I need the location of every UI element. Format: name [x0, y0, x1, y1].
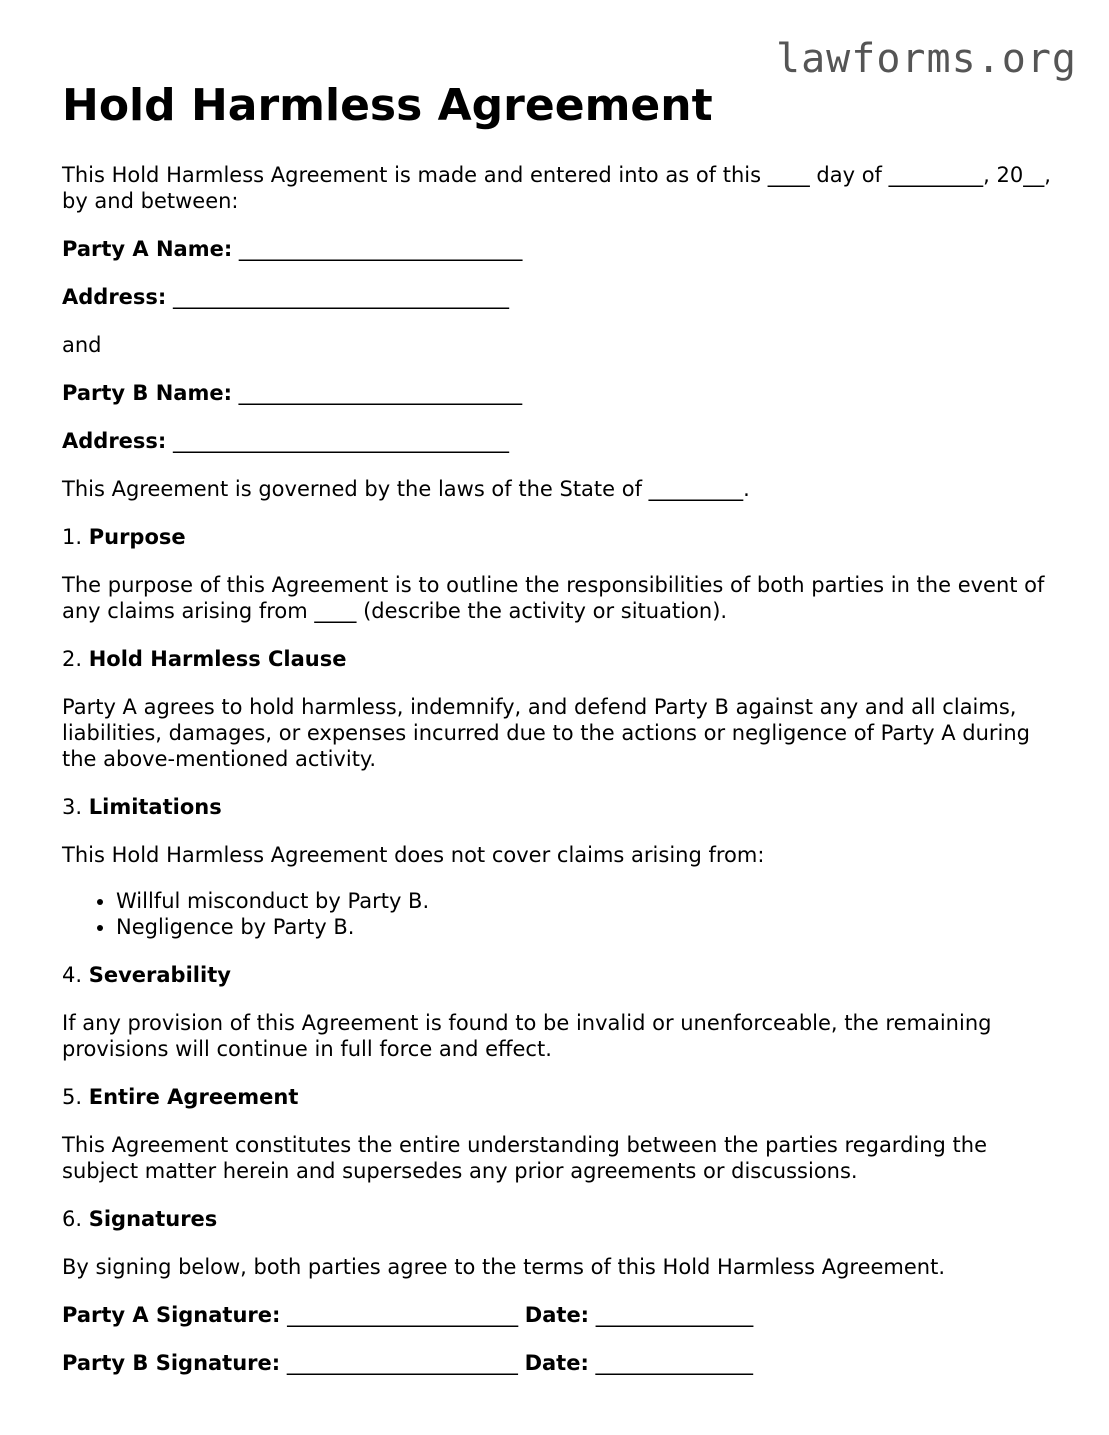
section-heading-clause — [62, 646, 1052, 672]
party-b-name-label: Party B Name: — [62, 381, 232, 405]
party-b-date-label: Date: — [524, 1351, 589, 1375]
document-page — [62, 80, 1052, 1398]
section-heading-severability — [62, 962, 1052, 988]
section-title: Hold Harmless Clause — [88, 647, 347, 671]
party-a-signature-label: Party A Signature: — [62, 1303, 281, 1327]
party-b-signature-blank[interactable]: ______________________ — [286, 1351, 518, 1375]
party-b-signature-line — [62, 1350, 1052, 1376]
section-title: Signatures — [88, 1207, 218, 1231]
party-a-date-blank[interactable]: _______________ — [595, 1303, 754, 1327]
party-b-date-blank[interactable]: _______________ — [595, 1351, 754, 1375]
party-a-date-label: Date: — [524, 1303, 590, 1327]
section-body-entire: This Agreement constitutes the entire understanding between the parties regarding the subject matter herein and supersedes any prior agreements or discussions. — [62, 1133, 988, 1183]
section-body-severability: If any provision of this Agreement is found to be invalid or unenforceable, the remaining provisions will continue in full force and effect. — [62, 1011, 992, 1061]
section-title: Entire Agreement — [88, 1085, 299, 1109]
section-title: Limitations — [88, 795, 222, 819]
party-a-name-blank[interactable]: ___________________________ — [238, 237, 523, 261]
party-b-signature-label: Party B Signature: — [62, 1351, 281, 1375]
limitations-list — [62, 888, 1052, 940]
list-item: • Negligence by Party B. — [116, 914, 1052, 940]
section-heading-entire — [62, 1084, 1052, 1110]
intro-paragraph: This Hold Harmless Agreement is made and entered into as of this ____ day of _________, 20__, by and between: — [62, 163, 1051, 213]
party-a-address-line — [62, 284, 1052, 310]
party-a-address-label: Address: — [62, 285, 167, 309]
section-body-purpose: The purpose of this Agreement is to outline the responsibilities of both parties in the event of any claims arising from ____ (describe the activity or situation). — [62, 573, 1045, 623]
section-number: 1. — [62, 525, 83, 549]
party-a-signature-line — [62, 1302, 1052, 1328]
section-number: 4. — [62, 963, 83, 987]
section-title: Purpose — [88, 525, 186, 549]
party-b-address-line — [62, 428, 1052, 454]
party-a-name-label: Party A Name: — [62, 237, 233, 261]
party-b-name-blank[interactable]: ___________________________ — [238, 381, 523, 405]
section-number: 5. — [62, 1085, 83, 1109]
section-heading-limitations — [62, 794, 1052, 820]
section-body-signatures: By signing below, both parties agree to the terms of this Hold Harmless Agreement. — [62, 1255, 946, 1279]
section-title: Severability — [88, 963, 231, 987]
section-body-limitations: This Hold Harmless Agreement does not cover claims arising from: — [62, 843, 765, 867]
section-body-clause: Party A agrees to hold harmless, indemnify, and defend Party B against any and all claims, liabilities, damages, or expenses incurred due to the actions or negligence of Party A during the above-mentioned activity. — [62, 695, 1030, 771]
party-b-address-blank[interactable]: ________________________________ — [173, 429, 510, 453]
party-a-name-line — [62, 236, 1052, 262]
governing-law-paragraph: This Agreement is governed by the laws of the State of _________. — [62, 477, 750, 501]
document-title: Hold Harmless Agreement — [62, 80, 713, 131]
party-a-address-blank[interactable]: ________________________________ — [173, 285, 510, 309]
party-b-name-line — [62, 380, 1052, 406]
party-b-address-label: Address: — [62, 429, 167, 453]
section-heading-purpose — [62, 524, 1052, 550]
section-number: 3. — [62, 795, 83, 819]
party-a-signature-blank[interactable]: ______________________ — [287, 1303, 519, 1327]
section-heading-signatures — [62, 1206, 1052, 1232]
section-number: 2. — [62, 647, 83, 671]
section-number: 6. — [62, 1207, 83, 1231]
site-watermark: lawforms.org — [776, 36, 1077, 82]
list-item: • Willful misconduct by Party B. — [116, 888, 1052, 914]
and-text: and — [62, 333, 102, 357]
